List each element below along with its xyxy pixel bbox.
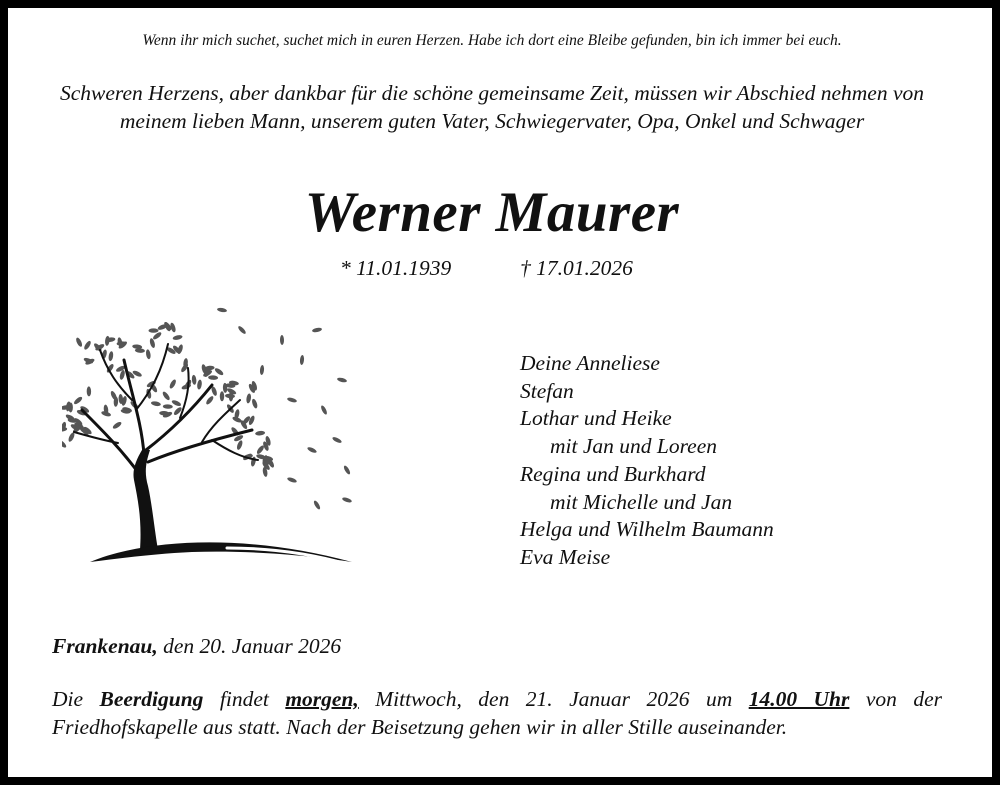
burial-time: 14.00 Uhr [748, 687, 850, 711]
mourner-line: mit Jan und Loreen [550, 434, 718, 459]
notice-date: den 20. Januar 2026 [157, 634, 342, 658]
burial-text: Mittwoch, den 21. Januar 2026 um [358, 687, 749, 711]
mourner-line: Deine Anneliese [520, 351, 660, 375]
burial-keyword: Beerdigung [99, 687, 204, 711]
mourner-line: Eva Meise [520, 544, 611, 569]
burial-text: findet [203, 687, 286, 711]
mourner-line: Regina und Burkhard [520, 461, 706, 486]
deceased-name: Werner Maurer [304, 181, 680, 244]
mourner-line: Lothar und Heike [520, 406, 672, 431]
burial-info [52, 686, 942, 741]
death-date: † 17.01.2026 [520, 256, 633, 280]
place-name: Frankenau, [52, 634, 158, 658]
burial-text: von der Friedhofskapelle aus statt. Nach der Beisetzung gehen wir in aller Stille auseinander. [52, 687, 942, 739]
mourner-line: mit Michelle und Jan [550, 489, 733, 514]
place-and-date [52, 634, 341, 659]
mourners-list [520, 350, 774, 572]
intro-text: Schweren Herzens, aber dankbar für die schöne gemeinsame Zeit, müssen wir Abschied nehmen von meinem lieben Mann, unserem guten Vater, Schwiegervater, Opa, Onkel und Schwager [59, 81, 925, 133]
burial-day: morgen, [285, 687, 359, 711]
birth-date: * 11.01.1939 [340, 256, 452, 280]
motto-text: Wenn ihr mich suchet, suchet mich in euren Herzen. Habe ich dort eine Bleibe gefunden, bin ich immer bei euch. [142, 32, 842, 49]
mourner-line: Helga und Wilhelm Baumann [520, 517, 774, 542]
burial-text: Die [52, 687, 100, 711]
mourner-line: Stefan [520, 378, 574, 403]
tree-with-falling-leaves-icon [62, 300, 362, 572]
